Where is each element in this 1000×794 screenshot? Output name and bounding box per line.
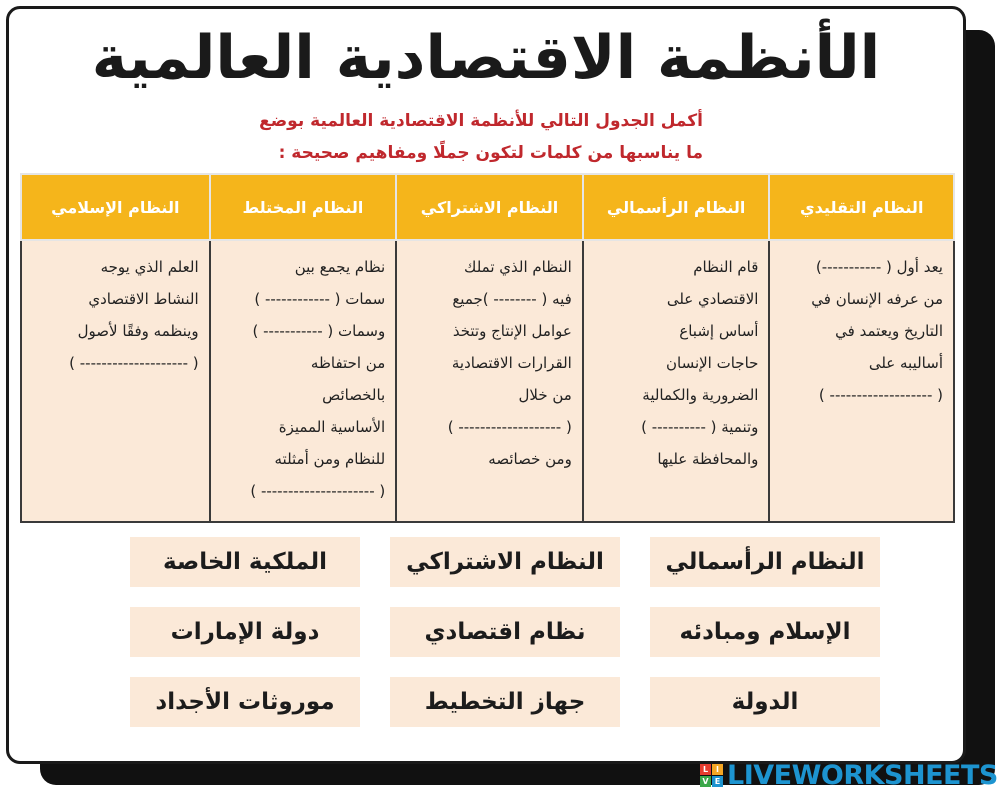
word-chip[interactable]: نظام اقتصادي xyxy=(390,607,620,657)
word-chip[interactable]: الدولة xyxy=(650,677,880,727)
header-capitalist: النظام الرأسمالي xyxy=(583,174,770,240)
instructions-line-1: أكمل الجدول التالي للأنظمة الاقتصادية العالمية بوضع xyxy=(259,111,703,131)
cell-traditional[interactable]: يعد أول ( -----------) من عرفه الإنسان في التاريخ ويعتمد في أساليبه على ( ------------------- ) xyxy=(769,240,954,522)
logo-blocks-icon xyxy=(700,764,723,787)
header-mixed: النظام المختلط xyxy=(210,174,397,240)
instructions-line-2: ما يناسبها من كلمات لتكون جملًا ومفاهيم صحيحة : xyxy=(278,143,703,163)
instructions xyxy=(259,105,703,169)
word-chip[interactable]: موروثات الأجداد xyxy=(130,677,360,727)
cell-socialist[interactable]: النظام الذي تملك فيه ( -------- )جميع عوامل الإنتاج وتتخذ القرارات الاقتصادية من خلال ( ------------------- ) ومن خصائصه xyxy=(396,240,583,522)
cell-islamic[interactable]: العلم الذي يوجه النشاط الاقتصادي وينظمه وفقًا لأصول ( -------------------- ) xyxy=(21,240,210,522)
liveworksheets-logo xyxy=(700,760,998,791)
word-chip[interactable]: الملكية الخاصة xyxy=(130,537,360,587)
page-title: الأنظمة الاقتصادية العالمية xyxy=(91,23,881,93)
header-islamic: النظام الإسلامي xyxy=(21,174,210,240)
word-bank xyxy=(130,537,880,727)
logo-letter: E xyxy=(712,776,723,787)
economic-systems-table xyxy=(20,173,955,523)
logo-letter: I xyxy=(712,764,723,775)
word-chip[interactable]: جهاز التخطيط xyxy=(390,677,620,727)
header-traditional: النظام التقليدي xyxy=(769,174,954,240)
header-socialist: النظام الاشتراكي xyxy=(396,174,583,240)
table-body-row xyxy=(21,240,954,522)
table-header-row xyxy=(21,174,954,240)
cell-mixed[interactable]: نظام يجمع بين سمات ( ------------ ) وسمات ( ----------- ) من احتفاظه بالخصائص الأساسية المميزة للنظام ومن أمثلته ( --------------------- ) xyxy=(210,240,397,522)
word-chip[interactable]: الإسلام ومبادئه xyxy=(650,607,880,657)
word-chip[interactable]: دولة الإمارات xyxy=(130,607,360,657)
word-chip[interactable]: النظام الاشتراكي xyxy=(390,537,620,587)
logo-letter: L xyxy=(700,764,711,775)
logo-letter: V xyxy=(700,776,711,787)
cell-capitalist[interactable]: قام النظام الاقتصادي على أساس إشباع حاجات الإنسان الضرورية والكمالية وتنمية ( ---------- ) والمحافظة عليها xyxy=(583,240,770,522)
logo-wordmark: LIVEWORKSHEETS xyxy=(727,760,998,791)
word-chip[interactable]: النظام الرأسمالي xyxy=(650,537,880,587)
